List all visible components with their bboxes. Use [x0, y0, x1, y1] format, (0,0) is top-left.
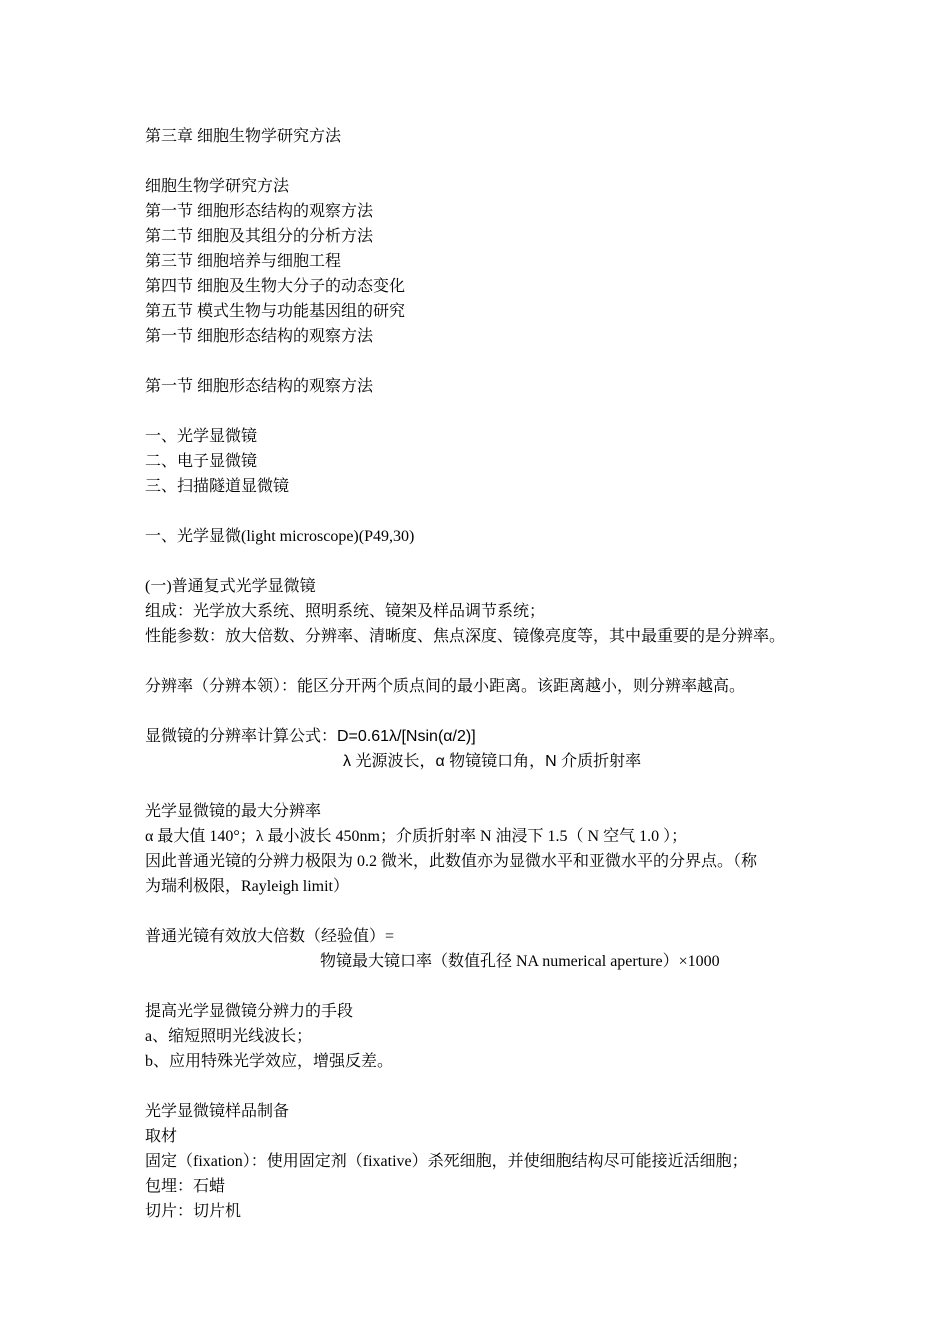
- formula-note: λ 光源波长，α 物镜镜口角，N 介质折射率: [343, 753, 642, 770]
- toc-item: 第一节 细胞形态结构的观察方法: [145, 328, 374, 345]
- toc-item: 第二节 细胞及其组分的分析方法: [145, 228, 374, 245]
- improve-heading: 提高光学显微镜分辨力的手段: [145, 1003, 354, 1020]
- improve-item: a、缩短照明光线波长；: [145, 1028, 313, 1045]
- resolution-definition: 分辨率（分辨本领）：能区分开两个质点间的最小距离。该距离越小，则分辨率越高。: [145, 678, 746, 695]
- section-heading: 第一节 细胞形态结构的观察方法: [145, 378, 374, 395]
- improve-item: b、应用特殊光学效应，增强反差。: [145, 1053, 394, 1070]
- toc-item: 第三节 细胞培养与细胞工程: [145, 253, 342, 270]
- outline-item: 三、扫描隧道显微镜: [145, 478, 290, 495]
- prep-item: 固定（fixation）：使用固定剂（fixative）杀死细胞，并使细胞结构尽可能接近活细胞；: [145, 1153, 748, 1170]
- performance-text: 性能参数：放大倍数、分辨率、清晰度、焦点深度、镜像亮度等，其中最重要的是分辨率。: [145, 628, 786, 645]
- compound-heading: (一)普通复式光学显微镜: [145, 578, 316, 595]
- magnification-text: 普通光镜有效放大倍数（经验值）=: [145, 928, 395, 945]
- toc-item: 第四节 细胞及生物大分子的动态变化: [145, 278, 406, 295]
- limit-text: 因此普通光镜的分辨力极限为 0.2 微米，此数值亦为显微水平和亚微水平的分界点。（称: [145, 853, 758, 870]
- max-resolution-heading: 光学显微镜的最大分辨率: [145, 803, 322, 820]
- outline-item: 二、电子显微镜: [145, 453, 258, 470]
- prep-item: 包埋：石蜡: [145, 1178, 226, 1195]
- resolution-formula: 显微镜的分辨率计算公式：D=0.61λ/[Nsin(α/2)]: [145, 728, 476, 745]
- prep-item: 切片：切片机: [145, 1203, 242, 1220]
- chapter-title: 第三章 细胞生物学研究方法: [145, 128, 342, 145]
- max-values: α 最大值 140°；λ 最小波长 450nm；介质折射率 N 油浸下 1.5（ N 空气 1.0 ）；: [145, 828, 688, 845]
- composition-text: 组成：光学放大系统、照明系统、镜架及样品调节系统；: [145, 603, 546, 620]
- toc-item: 第一节 细胞形态结构的观察方法: [145, 203, 374, 220]
- toc-heading: 细胞生物学研究方法: [145, 178, 290, 195]
- limit-text-cont: 为瑞利极限，Rayleigh limit）: [145, 878, 349, 895]
- magnification-formula: 物镜最大镜口率（数值孔径 NA numerical aperture）×1000: [320, 953, 720, 970]
- outline-item: 一、光学显微镜: [145, 428, 258, 445]
- toc-item: 第五节 模式生物与功能基因组的研究: [145, 303, 406, 320]
- prep-item: 取材: [145, 1128, 178, 1145]
- subsection-heading: 一、光学显微(light microscope)(P49,30): [145, 528, 415, 545]
- prep-heading: 光学显微镜样品制备: [145, 1103, 290, 1120]
- document-body: [145, 124, 815, 1224]
